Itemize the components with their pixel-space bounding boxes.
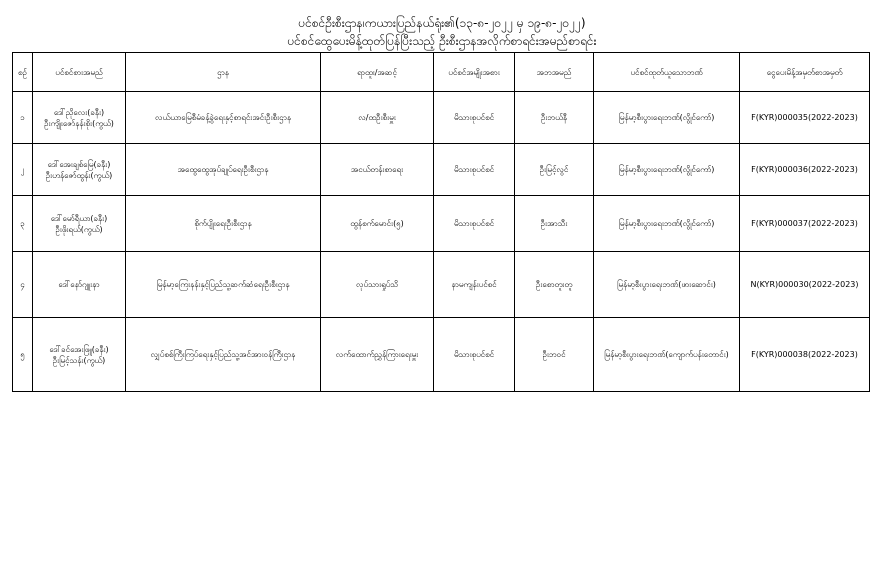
row-number: ၁: [13, 92, 33, 144]
pensioner-name-line2: ဦးဟန်ဇော်ထွန်း(ကွယ်): [45, 170, 113, 180]
row-number: ၂: [13, 144, 33, 196]
department: စိုက်ပျိုးရေးဦးစီးဌာန: [126, 196, 321, 252]
table-row: [13, 252, 870, 318]
bank: မြန်မာ့စီးပွားရေးဘဏ်(လွိုင်ကော်): [594, 144, 740, 196]
pension-type: မိသားစုပင်စင်: [434, 92, 515, 144]
rank: အငယ်တန်းစာရေး: [321, 144, 434, 196]
department: လျှပ်စစ်ကြီးကြပ်ရေးနှင့်ပြည်သူ့အင်အားဝန်ကြီးဌာန: [126, 318, 321, 392]
father-name: ဦးဘယ်နီ: [515, 92, 594, 144]
order-number: F(KYR)000036(2022-2023): [740, 144, 870, 196]
row-number: ၃: [13, 196, 33, 252]
pension-table: [12, 52, 870, 392]
pensioner-name: [33, 144, 126, 196]
bank: မြန်မာ့စီးပွားရေးဘဏ်(လွိုင်ကော်): [594, 92, 740, 144]
rank: လက်ထောက်ညွှန်ကြားရေးမှူး: [321, 318, 434, 392]
column-header-no: စဉ်: [13, 53, 33, 92]
column-header-bank: ပင်စင်ထုတ်ယူသောဘဏ်: [594, 53, 740, 92]
pensioner-name-line2: ဦးကျိုးဇော်နန်းစိုး(ကွယ်): [44, 118, 114, 128]
pension-type: မိသားစုပင်စင်: [434, 318, 515, 392]
father-name: ဦးစောတူးတူ: [515, 252, 594, 318]
row-number: ၄: [13, 252, 33, 318]
pensioner-name-line1: ဒေါ်အေးချစ်မြေ(ခနီး): [47, 159, 111, 169]
order-number: F(KYR)000037(2022-2023): [740, 196, 870, 252]
bank: မြန်မာ့စီးပွားရေးဘဏ်(လွိုင်ကော်): [594, 196, 740, 252]
father-name: ဦးအာသီး: [515, 196, 594, 252]
column-header-order-number: ငွေပေးမိန့်အမှတ်စာအမှတ်: [740, 53, 870, 92]
table-row: [13, 318, 870, 392]
pensioner-name-line2: ဦးဖိုးရယ်(ကွယ်): [55, 224, 103, 234]
rank: လ/ထဦးစီးမှူး: [321, 92, 434, 144]
column-header-pension-type: ပင်စင်အမျိုးအစား: [434, 53, 515, 92]
pension-type: မိသားစုပင်စင်: [434, 196, 515, 252]
department: အထွေထွေအုပ်ချုပ်ရေးဦးစီးဌာန: [126, 144, 321, 196]
column-header-name: ပင်စင်စားအမည်: [33, 53, 126, 92]
pensioner-name: [33, 252, 126, 318]
column-header-department: ဌာန: [126, 53, 321, 92]
pension-type: မိသားစုပင်စင်: [434, 144, 515, 196]
document-title: ပင်စင်ဦးစီးဌာန၊ကယားပြည်နယ်ရုံး၏(၁၃-၈-၂၀၂၂ မှ ၁၉-၈-၂၀၂၂): [298, 16, 586, 30]
order-number: F(KYR)000035(2022-2023): [740, 92, 870, 144]
pensioner-name: [33, 92, 126, 144]
table-header-row: [13, 53, 870, 92]
father-name: ဦးဘဝင်: [515, 318, 594, 392]
pensioner-name-line1: ဒေါ်မော်ရီယာ(ခနီး): [50, 213, 108, 223]
department: လယ်ယာမြေစီမံခန့်ခွဲရေးနှင့်စာရင်းအင်းဦးစီးဌာန: [126, 92, 321, 144]
document-header: [0, 14, 884, 50]
bank: မြန်မာ့စီးပွားရေးဘဏ်(ကျောက်ပန်းတောင်း): [594, 318, 740, 392]
bank: မြန်မာ့စီးပွားရေးဘဏ်(ဖားဆောင်း): [594, 252, 740, 318]
department: မြန်မာ့ကြေးနန်းနှင့်ပြည်သူ့ဆက်ဆံရေးဦးစီးဌာန: [126, 252, 321, 318]
order-number: F(KYR)000038(2022-2023): [740, 318, 870, 392]
rank: ထွန်စက်မောင်း(၅): [321, 196, 434, 252]
pensioner-name-line1: ဒေါ်နော်ဂျူးနာ: [58, 280, 100, 289]
rank: လုပ်သားရှုပ်သိ: [321, 252, 434, 318]
table-row: [13, 196, 870, 252]
row-number: ၅: [13, 318, 33, 392]
pension-type: နာမကျန်းပင်စင်: [434, 252, 515, 318]
pensioner-name-line2: ဦးမြင့်သန်း(ကွယ်): [52, 355, 106, 365]
pensioner-name: [33, 196, 126, 252]
table-row: [13, 144, 870, 196]
document-subtitle: ပင်စင်ထွေပေးမိန့်ထုတ်ပြန်ပြီးသည့် ဦးစီးဌာနအလိုက်စာရင်းအမည်စာရင်း: [287, 34, 597, 48]
column-header-father-name: အဘအမည်: [515, 53, 594, 92]
table-row: [13, 92, 870, 144]
father-name: ဦးမြင့်လွင်: [515, 144, 594, 196]
pensioner-name-line1: ဒေါ်ညိုလေး(ခနီး): [53, 107, 105, 117]
column-header-rank: ရာထူး/အဆင့်: [321, 53, 434, 92]
pensioner-name-line1: ဒေါ်ခင်အေးဖြူ(ခနီး): [49, 344, 109, 354]
pensioner-name: [33, 318, 126, 392]
order-number: N(KYR)000030(2022-2023): [740, 252, 870, 318]
